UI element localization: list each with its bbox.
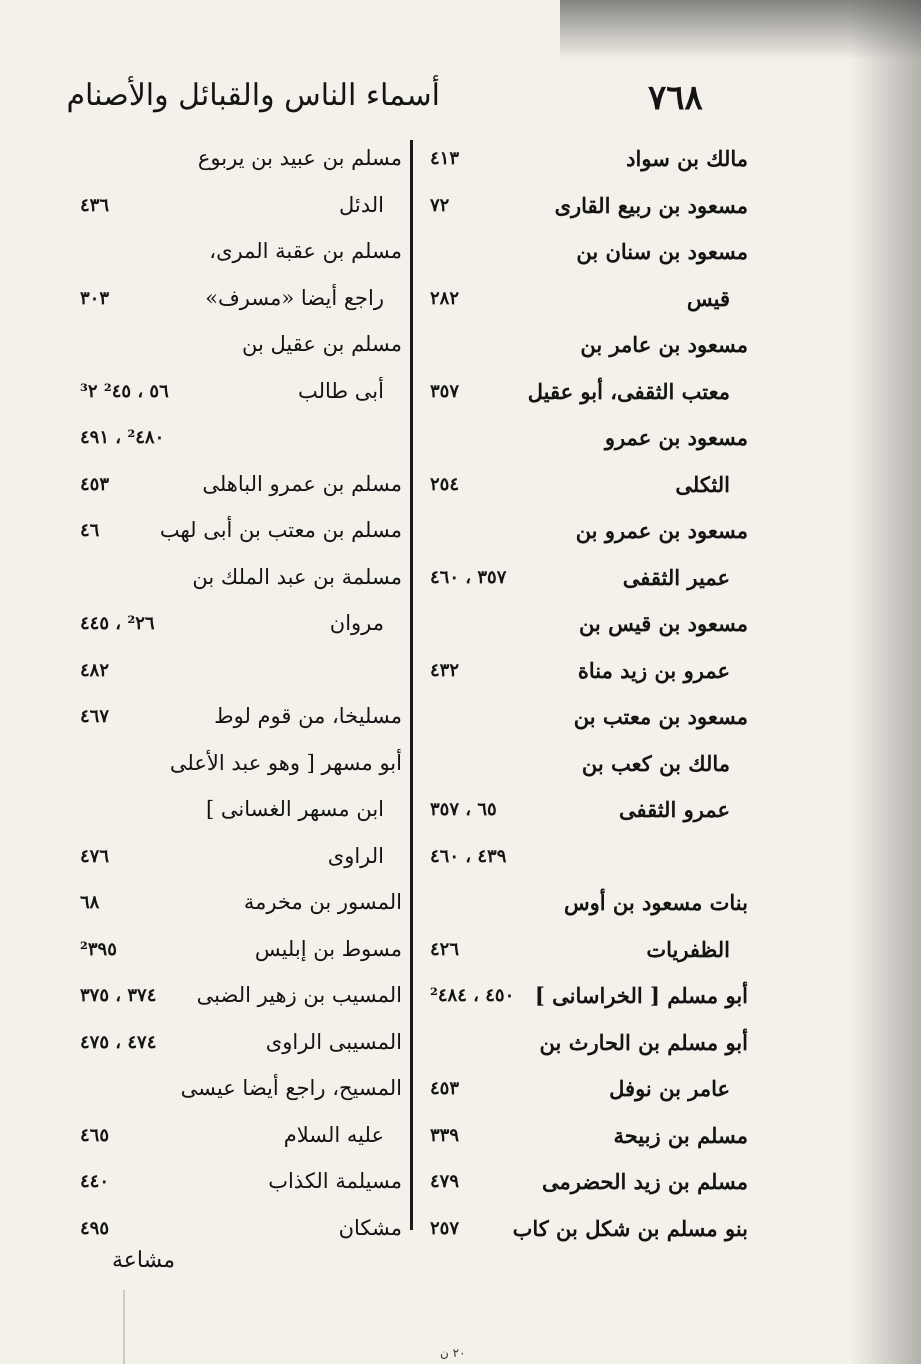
entry-pages: ٤٣٦ [80,194,110,216]
index-entry [430,373,748,420]
index-entry [80,280,402,327]
entry-pages: ٤٧٦ [80,845,110,867]
entry-name: عمرو الثقفى [618,797,730,822]
entry-name: مسعود بن عمرو [604,425,748,450]
index-entry [80,605,402,652]
entry-name: مشكان [338,1215,402,1240]
entry-name: مسعود بن سنان بن [576,239,748,264]
entry-name: مسلم بن زبيحة [613,1122,748,1148]
index-entry [80,373,402,420]
index-entry [80,419,402,466]
entry-name: مالك بن سواد [626,146,748,171]
column-divider [410,140,413,1230]
index-entry [430,931,748,978]
entry-name: بنات مسعود بن أوس [563,890,748,915]
entry-name: أبو مسلم [ الخراسانى ] [534,983,748,1008]
index-entry [430,1210,748,1257]
entry-name: المسور بن مخرمة [243,890,402,914]
index-entry [430,884,748,931]
entry-name: الظفريات [646,936,730,962]
index-entry [80,791,402,838]
index-column-right [430,140,748,1256]
index-entry [430,419,748,466]
entry-name: عليه السلام [283,1122,384,1147]
entry-pages: ٤٦٥ [80,1124,110,1146]
index-entry [80,1024,402,1071]
entry-name: بنو مسلم بن شكل بن كاب [512,1215,748,1241]
page-title: أسماء الناس والقبائل والأصنام [66,78,440,113]
index-entry [430,791,748,838]
entry-pages: ٣٥٧ [430,380,460,402]
entry-pages: ٤٨٢ [80,659,110,681]
entry-name: الراوى [327,843,384,868]
index-entry [430,1117,748,1164]
entry-name: مسلم بن عمرو الباهلى [202,471,402,496]
page-number: ٧٦٨ [648,78,703,118]
entry-name: مسلم بن معتب بن أبى لهب [159,518,402,542]
entry-pages: ٧٢ [430,194,450,216]
entry-pages: ٤٦٧ [80,706,110,727]
entry-pages: ٤٧٩ [430,1171,460,1192]
entry-name: معتب الثقفى، أبو عقيل [527,378,730,404]
entry-pages: ²٤٨٠ ، ٤٩١ [80,427,165,448]
entry-pages: ٤٤٠ [80,1171,110,1192]
index-entry [430,838,748,885]
index-entry [430,187,748,234]
index-entry [430,466,748,513]
entry-pages: ٤٣٩ ، ٤٦٠ [430,845,507,867]
index-entry [80,233,402,280]
entry-name: المسيبى الراوى [265,1029,402,1054]
entry-pages: ²٣٩٥ [80,938,117,960]
index-entry [80,187,402,234]
index-entry [430,280,748,327]
entry-pages: ²٢٦ ، ٤٤٥ [80,613,155,634]
entry-pages: ٥٦ ، ²٤٥ ³٢ [80,380,169,402]
index-entry [80,931,402,978]
index-entry [80,140,402,187]
entry-pages: ٤٥٣ [80,473,110,495]
entry-name: أبو مسهر [ وهو عبد الأعلى [169,750,402,775]
entry-pages: ٢٥٧ [430,1217,460,1239]
entry-name: مسعود بن عمرو بن [575,518,748,543]
entry-pages: ٣٥٧ ، ٤٦٠ [430,566,507,588]
index-entry [80,745,402,792]
entry-name: مسعود بن ربيع القارى [554,192,748,218]
index-entry [430,559,748,606]
entry-name: مسعود بن قيس بن [578,611,748,636]
index-entry [80,977,402,1024]
entry-name: مسوط بن إبليس [254,936,402,961]
entry-pages: ٢٥٤ [430,473,460,495]
index-entry [80,652,402,699]
index-entry [430,1163,748,1210]
entry-pages: ٤٥٠ ، ²٤٨٤ [430,985,515,1006]
index-entry [80,559,402,606]
entry-name: مروان [329,611,384,635]
index-entry [80,1163,402,1210]
entry-pages: ٤١٣ [430,148,460,169]
index-entry [80,326,402,373]
index-entry [430,652,748,699]
entry-name: عمرو بن زيد مناة [577,657,730,683]
index-entry [80,884,402,931]
entry-name: مسليخا، من قوم لوط [214,704,402,728]
index-entry [430,745,748,792]
entry-pages: ٤٥٣ [430,1078,460,1099]
entry-pages: ٣٣٩ [430,1124,460,1146]
entry-name: مسيلمة الكذاب [268,1169,402,1193]
entry-name: مسلم بن عقبة المرى، [209,239,402,263]
entry-name: مالك بن كعب بن [581,750,730,776]
index-entry [430,512,748,559]
entry-pages: ٦٥ ، ٣٥٧ [430,799,497,820]
entry-pages: ٤٣٢ [430,659,460,681]
entry-name: عامر بن نوفل [609,1076,730,1101]
entry-name: مسعود بن معتب بن [573,704,748,729]
entry-name: ابن مسهر الغسانى ] [206,797,384,821]
catchword: مشاعة [112,1248,176,1273]
entry-name: راجع أيضا «مسرف» [205,285,384,310]
entry-pages: ٦٨ [80,892,100,913]
entry-pages: ٢٨٢ [430,287,460,309]
entry-name: المسيب بن زهير الضبى [196,983,402,1007]
index-entry [430,1024,748,1071]
entry-pages: ٣٧٤ ، ٣٧٥ [80,985,157,1006]
entry-name: مسلم بن عقيل بن [242,332,402,356]
index-entry [430,233,748,280]
index-entry [430,698,748,745]
entry-name: مسلم بن عبيد بن يربوع [197,146,402,170]
index-entry [80,1070,402,1117]
entry-name: أبو مسلم بن الحارث بن [539,1029,748,1055]
entry-pages: ٤٧٤ ، ٤٧٥ [80,1031,157,1053]
entry-name: الدئل [338,192,384,217]
index-entry [430,140,748,187]
entry-pages: ٤٩٥ [80,1217,110,1239]
index-entry [80,1117,402,1164]
entry-pages: ٤٢٦ [430,938,460,960]
entry-name: عمير الثقفى [622,564,730,590]
index-entry [80,512,402,559]
index-entry [430,326,748,373]
entry-name: مسلم بن زيد الحضرمى [541,1169,748,1194]
index-entry [430,605,748,652]
index-entry [80,466,402,513]
entry-pages: ٣٠٣ [80,287,110,309]
entry-name: قيس [686,285,730,311]
index-entry [430,977,748,1024]
index-column-left [80,140,402,1256]
index-entry [80,838,402,885]
entry-name: مسعود بن عامر بن [580,332,748,357]
index-entry [80,698,402,745]
entry-name: أبى طالب [298,378,384,403]
index-entry [430,1070,748,1117]
signature-mark: ٢٠ ن [440,1346,466,1360]
entry-name: مسلمة بن عبد الملك بن [192,564,402,589]
entry-pages: ٤٦ [80,520,100,541]
entry-name: الثكلى [675,471,730,497]
entry-name: المسيح، راجع أيضا عيسى [180,1076,402,1100]
